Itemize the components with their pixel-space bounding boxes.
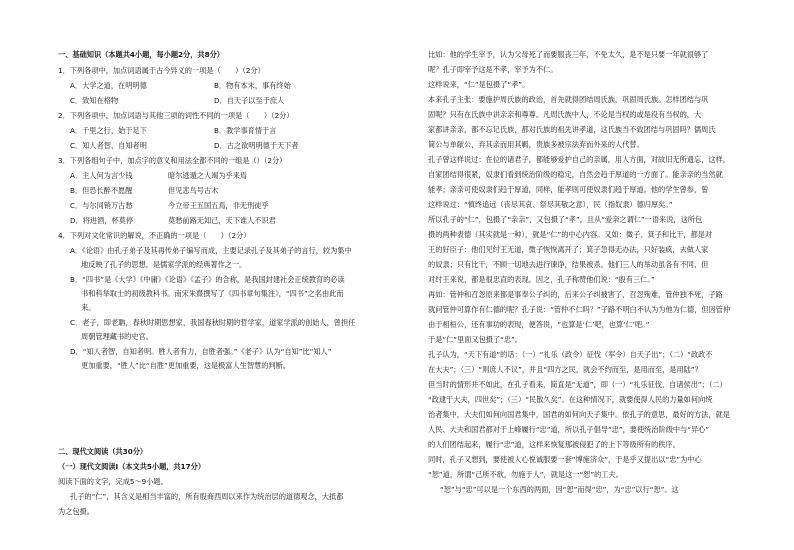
q1-option-a: A．大学之道，在明明德 <box>70 81 147 90</box>
passage-para1-line2: 为之包摄。 <box>58 507 94 516</box>
q4-option-c-line2: 周朝管理藏书的史官。 <box>81 332 153 341</box>
q1-option-d: D．自天子以至于庶人 <box>214 96 285 105</box>
q4-stem: 4．下列对文化常识的解说，不正确的一项是（ ）（2分） <box>58 231 251 240</box>
passage-line: 这样说来，“仁”是包摄了“孝”。 <box>428 80 530 89</box>
passage-line: 同时，孔子又想到，要使被人心悦诚服要一套“博施济众”，于是乎又提出以“忠”为中心 <box>428 455 702 464</box>
q1-option-c: C．致知在格物 <box>70 96 119 105</box>
q4-option-d-line2: 更加重要，“胜人”比“自胜”更加重要，这是极富人生智慧的判断。 <box>81 361 290 370</box>
passage-line: “恕”与“忠”可以是一个东西的两面，因“恕”而得“忠”，为“忠”以行“恕”。这 <box>440 485 679 494</box>
passage-line: 比如：他的学生宰予，认为父母死了而要服丧三年，不免太久，是不是只要一年就很够了 <box>428 50 709 59</box>
section2-title: 二、现代文阅读（共30分） <box>58 447 148 456</box>
passage-line: 能孝；亲亲可使奴隶们趋于厚道，同样，能孝则可使奴隶们趋于厚道。他的学生曾参，曾 <box>428 185 709 194</box>
passage-line: 人民、大夫和国君都对于上峰履行“忠”道，所以孔子倡导“忠”，要使统治阶级中与“异心” <box>428 425 710 434</box>
passage-line: 治者集中，大夫们如何向国君集中，国君的如何向天子集中。依孔子的意思，最好的方法，就是 <box>428 410 730 419</box>
passage-line: 孔子曾这样说过：在位的诸君子，都能够爱护自己的亲属，用人方面，对故旧无所遗忘，这样， <box>428 155 730 164</box>
q1-option-b: B．物有本末，事有终始 <box>214 81 291 90</box>
passage-line: 这样说过：“慎终追远（丧尽其哀、祭尽其敬之意），民（指奴隶）德归厚矣。” <box>428 200 673 209</box>
passage-line: 所以孔子的“仁”，包摄了“亲亲”，又包摄了“孝”，且从“爱亲之谓仁”一语来说，这所包 <box>428 215 703 224</box>
q3-option-a-right: 暗尔逃遁之人竭为乎来焉 <box>168 171 248 180</box>
passage-line: 就问管仲可算作有仁德的呢？孔子说：“管仲不仁吗？”子路不明白不认为为他为仁德，但因管仲 <box>428 305 731 314</box>
passage-line: 于是“仁”里面又包摄了“忠”。 <box>428 335 522 344</box>
q4-option-a-line1: A．《论语》由孔子弟子及其再传弟子编写而成，主要记录孔子及其弟子的言行，较为集中 <box>70 246 352 255</box>
passage-line: “恕”道，所谓“己所不欲，勿施于人”，就是这一“恕”的工夫。 <box>428 470 623 479</box>
q3-option-c-right: 今立帝王五国五焉，非无刑徒乎 <box>168 201 269 210</box>
passage-line: 的奴隶；只有比干，不顾一切地去进行谏诤，结果被杀。他们三人的举动虽各有不同，但 <box>428 260 709 269</box>
q3-option-d-left: D．将进酒，杯莫停 <box>70 216 134 225</box>
passage-line: 本来孔子主张：要施护周氏族的政治，首先就得团结周氏族，巩固周氏族。怎样团结与巩 <box>428 95 709 104</box>
passage-line: 的人们团结起来，履行“忠”道，这样来恢复那被侵犯了的上下等级所有的秩序。 <box>428 440 680 449</box>
passage-para1-line1: 孔子的“仁”，其含义是相当丰富的，所有殷商西周以来作为统治层的道德观念，大抵都 <box>70 492 344 501</box>
q3-option-b-right: 但见悲鸟号古木 <box>168 186 219 195</box>
passage-line: 王的好臣子：他们见纣王无道，微子恢恢离开了；箕子急得无办法，只好装疯，去做人家 <box>428 245 709 254</box>
q2-option-a: A．千里之行，始于足下 <box>70 126 147 135</box>
passage-line: 对纣王来说，都是很忠直的表现。因之，孔子称赞他们说：“殷有三仁。” <box>428 275 655 284</box>
q4-option-d-line1: D．“知人者智，自知者明。胜人者有力，自胜者强。”《老子》认为“自知”比“知人” <box>70 347 332 356</box>
q4-option-b-line1: B．“四书”是《大学》《中庸》《论语》《孟子》的合称，是我国封建社会正统教育的必读 <box>70 275 345 284</box>
passage-line: 家都讲亲亲，都不忘记氏族，都对氏族的祖先讲孝道，这氏族当不致团结与巩固吗？儒周氏 <box>428 125 716 134</box>
reading-instruction: 阅读下面的文字，完成5～9小题。 <box>58 477 168 486</box>
passage-line: 由于相桓公，还有事功的表现，便答说，“也算是‘仁’吧，也算‘仁’吧。” <box>428 320 650 329</box>
q4-option-c-line1: C．老子，即老聃，春秋时期思想家，我国春秋时期的哲学家，道家学派的创始人，曾担任 <box>70 318 356 327</box>
passage-line: 呢？孔子即宰予这是不孝，宰予为不仁。 <box>428 65 558 74</box>
q3-stem: 3．下列各组句子中，加点字的意义和用法全都不同的一组是（）（2分） <box>58 156 287 165</box>
passage-line: 但当时的情形并不如此，在孔子看来，简直是“无道”，即（一）“礼乐征伐，自诸侯出”；（二） <box>428 380 727 389</box>
passage-line: 简公与单献公，弃其亲而用其羁，贵族多被宗法弃而外来的人代替。 <box>428 140 644 149</box>
q3-option-a-left: A．主人何为言少钱 <box>70 171 133 180</box>
section1-title: 一、基础知识（本题共4小题，每小题2分，共8分） <box>58 50 224 59</box>
q2-option-d: D．古之欲明明德于天下者 <box>214 141 299 150</box>
passage-line: 固呢？只有在氏族中讲亲亲和尊尊。凡周氏族中人，不论是当权的或是没有当权的，大 <box>428 110 702 119</box>
q2-option-c: C．知人者智，自知者明 <box>70 141 147 150</box>
passage-line: “政逮于大夫，四世矣”；（三）“民散久矣”。在这种情况下，就要使得人民的力量如何向统 <box>428 395 713 404</box>
q3-option-b-left: B．但恐长醉不愿醒 <box>70 186 133 195</box>
q4-option-b-line2: 书和科举取士的初级教科书。南宋朱熹撰写了《四书章句集注》，“四书”之名由此而 <box>81 289 344 298</box>
passage-line: 再如：管仲和召忽原来都是事奉公子纠的，后来公子纠被害了，召忽殉难，管仲独不死，子路 <box>428 290 723 299</box>
passage-line: 自家团结得很紧，奴隶们看到统治阶级的稳定，自然会趋于厚道的一方面了。能亲亲的当然就 <box>428 170 723 179</box>
passage-line: 摄的两种表德（其实就是一种），就是“仁”的中心内容。又如：微子、箕子和比干，都是对 <box>428 230 713 239</box>
q2-option-b: B．教学事育情于言 <box>214 126 277 135</box>
q4-option-b-line3: 来。 <box>81 303 96 312</box>
q3-option-c-left: C．与尔同销万古愁 <box>70 201 133 210</box>
q1-stem: 1．下列各项中，加点词语属于古今异义的一项是（ ）（2分） <box>58 66 265 75</box>
subsection1-title: （一）现代文阅读Ⅰ（本文共5小题，共17分） <box>58 462 206 471</box>
passage-line: 孔子认为，“天下有道”的话：（一）“礼乐（政令）征伐（军令）自天子出”；（二）“政政不 <box>428 350 713 359</box>
q4-option-a-line2: 地反映了孔子的思想，是儒家学派的经典著作之一。 <box>81 260 247 269</box>
passage-line: 在大夫”；（三）“则庶人不议”，并且“四方之民，就会不约而至，是用而至，是用陆”？ <box>428 365 702 374</box>
q2-stem: 2．下列各项中，加点词语与其他三项的词性不同的一项是（ ）（2分） <box>58 111 294 120</box>
q3-option-d-right: 莫愁前路无知己，天下谁人不识君 <box>168 216 276 225</box>
